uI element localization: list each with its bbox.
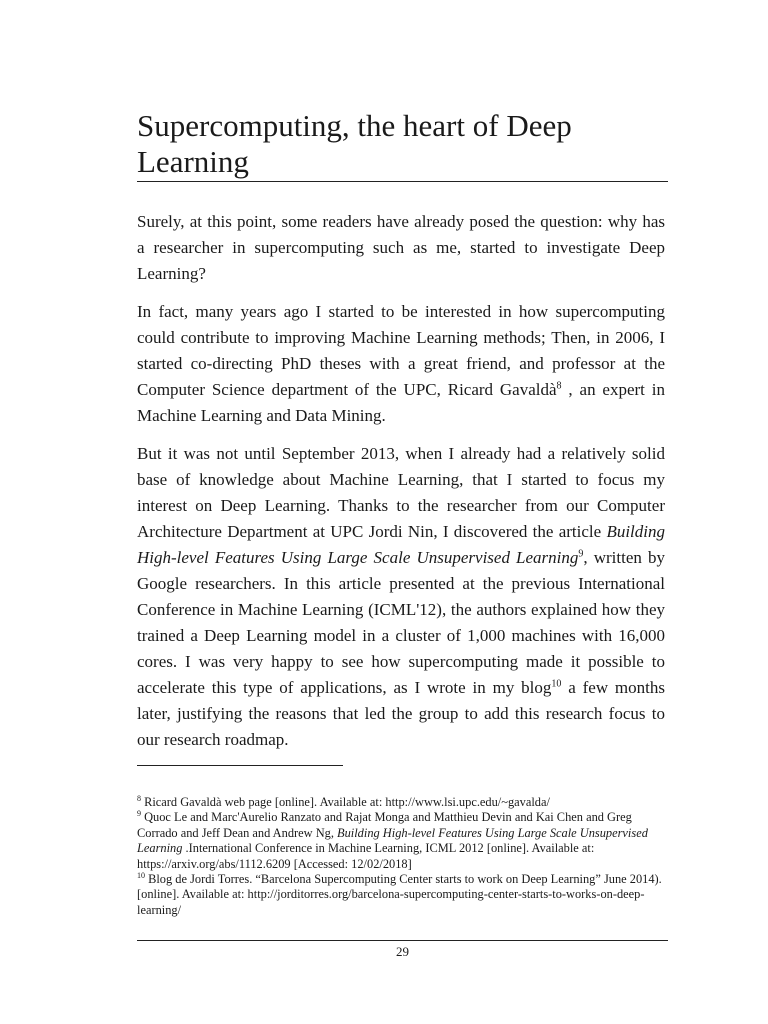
paragraph-2 bbox=[137, 299, 665, 429]
title-divider bbox=[137, 181, 668, 182]
footnote-ref-9[interactable]: 9 bbox=[578, 548, 584, 560]
body-text bbox=[137, 209, 665, 765]
footnote-ref-8[interactable]: 8 bbox=[556, 380, 562, 392]
footnote-divider bbox=[137, 765, 343, 766]
footnote-10-text: Blog de Jordi Torres. “Barcelona Supercomputing Center starts to work on Deep Learning” June 2014). [online]. Available at: http://jorditorres.org/barcelona-supercomputing-center-starts-to-works-on-deep-learning/ bbox=[137, 872, 662, 917]
paragraph-3-text-1: But it was not until September 2013, when I already had a relatively solid base of knowledge about Machine Learning, that I started to focus my interest on Deep Learning. Thanks to the researcher from our Computer Architecture Department at UPC Jordi Nin, I discovered the article bbox=[137, 444, 665, 541]
paragraph-3-text-2: , written by Google researchers. In this article presented at the previous International Conference in Machine Learning (ICML'12), the authors explained how they trained a Deep Learning model in a cluster of 1,000 machines with 16,000 cores. I was very happy to see how supercomputing made it possible to accelerate this type of applications, as I wrote in my blog bbox=[137, 548, 665, 697]
paragraph-3-text-3: a few months later, justifying the reasons that led the group to add this research focus to our research roadmap. bbox=[137, 678, 665, 749]
footnote-number-9: 9 bbox=[137, 809, 141, 819]
footnote-9-italic-title: Building High-level Features Using Large Scale Unsupervised Learning bbox=[137, 825, 648, 856]
footnote-9-text-1: Quoc Le and Marc'Aurelio Ranzato and Rajat Monga and Matthieu Devin and Kai Chen and Greg Corrado and Jeff Dean and Andrew Ng, bbox=[137, 810, 632, 840]
article-title-italic: Building High-level Features Using Large Scale Unsupervised Learning bbox=[137, 522, 665, 567]
page-footer-divider bbox=[137, 940, 668, 941]
footnote-10 bbox=[137, 872, 665, 918]
footnote-9-text-2: .International Conference in Machine Learning, ICML 2012 [online]. Available at: https://arxiv.org/abs/1112.6209 [Accessed: 12/02/2018] bbox=[137, 841, 595, 871]
paragraph-1-text: Surely, at this point, some readers have already posed the question: why has a researcher in supercomputing such as me, started to investigate Deep Learning? bbox=[137, 212, 665, 283]
paragraph-3 bbox=[137, 441, 665, 753]
footnote-9 bbox=[137, 810, 665, 872]
footnote-8-text: Ricard Gavaldà web page [online]. Available at: http://www.lsi.upc.edu/~gavalda/ bbox=[141, 795, 550, 809]
footnote-number-8: 8 bbox=[137, 793, 141, 803]
paragraph-1 bbox=[137, 209, 665, 287]
paragraph-2-text-start: In fact, many years ago I started to be interested in how supercomputing could contribute to improving Machine Learning methods; Then, in 2006, I started co-directing PhD theses with a great friend, and professor at the Computer Science department of the UPC, Ricard Gavaldà bbox=[137, 302, 665, 399]
paragraph-2-text-end: , an expert in Machine Learning and Data Mining. bbox=[137, 380, 665, 425]
footnote-ref-10[interactable]: 10 bbox=[551, 678, 562, 690]
footnotes bbox=[137, 795, 665, 918]
footnote-8 bbox=[137, 795, 665, 810]
page-number: 29 bbox=[396, 944, 409, 959]
page-title: Supercomputing, the heart of Deep Learning bbox=[137, 108, 572, 179]
footnote-number-10: 10 bbox=[137, 870, 145, 880]
